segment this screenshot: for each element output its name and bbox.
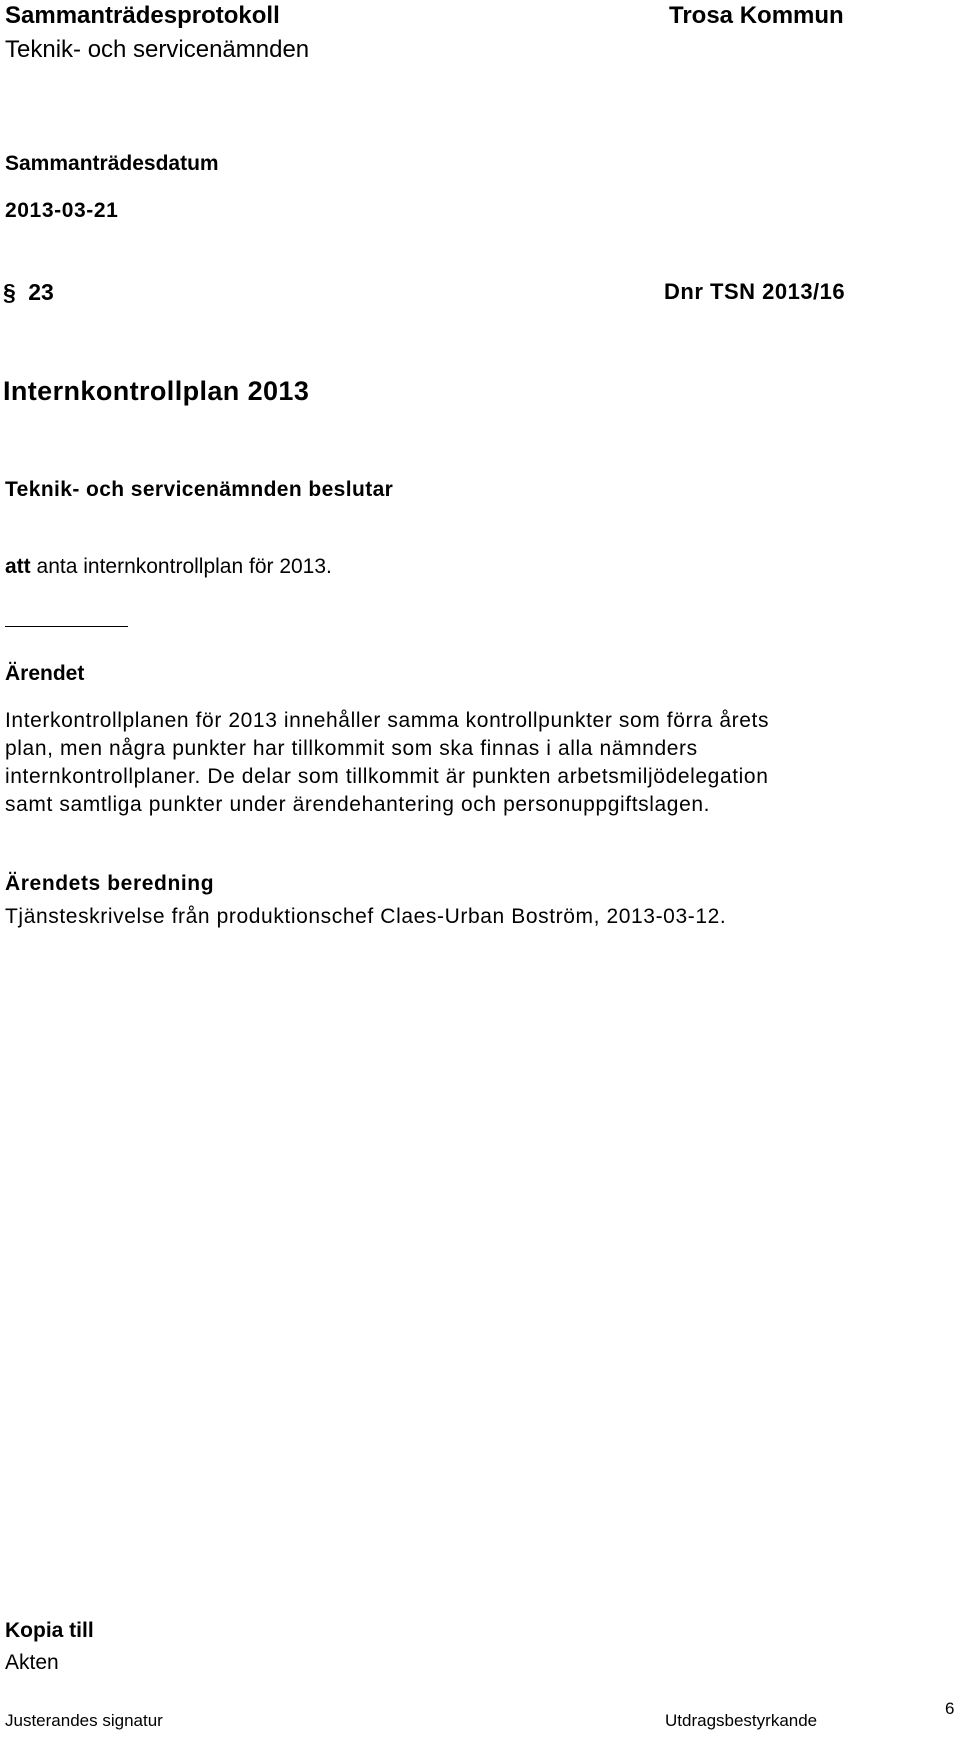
- beredning-text: Tjänsteskrivelse från produktionschef Claes-Urban Boström, 2013-03-12.: [5, 905, 727, 928]
- section-divider: [5, 626, 128, 627]
- paragraph-number: 23: [28, 279, 54, 305]
- paragraph-heading: [3, 279, 54, 306]
- beredning-heading: Ärendets beredning: [5, 872, 215, 895]
- kopia-heading: Kopia till: [5, 1619, 94, 1642]
- municipality-name: Trosa Kommun: [669, 2, 844, 29]
- extract-label: Utdragsbestyrkande: [665, 1711, 818, 1730]
- arendet-line: Interkontrollplanen för 2013 innehåller samma kontrollpunkter som förra årets: [5, 709, 770, 732]
- arendet-heading: Ärendet: [5, 662, 85, 685]
- signature-label: Justerandes signatur: [5, 1711, 163, 1730]
- dnr-number: Dnr TSN 2013/16: [664, 279, 846, 304]
- decision-statement: [5, 555, 332, 579]
- arendet-line: samt samtliga punkter under ärendehantering och personuppgiftslagen.: [5, 793, 711, 816]
- decision-heading: Teknik- och servicenämnden beslutar: [5, 478, 394, 501]
- decision-text: anta internkontrollplan för 2013.: [36, 555, 332, 578]
- arendet-line: plan, men några punkter har tillkommit som ska finnas i alla nämnders: [5, 737, 698, 760]
- att-word: att: [5, 555, 31, 578]
- meeting-date-label: Sammanträdesdatum: [5, 152, 219, 175]
- arendet-line: internkontrollplaner. De delar som tillkommit är punkten arbetsmiljödelegation: [5, 765, 769, 788]
- committee-name: Teknik- och servicenämnden: [5, 36, 310, 63]
- page-number: 6: [945, 1699, 955, 1718]
- arendet-body: [5, 707, 769, 819]
- kopia-recipient: Akten: [5, 1651, 59, 1674]
- protocol-title: Sammanträdesprotokoll: [5, 2, 280, 29]
- paragraph-symbol: §: [3, 279, 16, 305]
- item-title: Internkontrollplan 2013: [3, 376, 310, 406]
- meeting-date-value: 2013-03-21: [5, 199, 119, 222]
